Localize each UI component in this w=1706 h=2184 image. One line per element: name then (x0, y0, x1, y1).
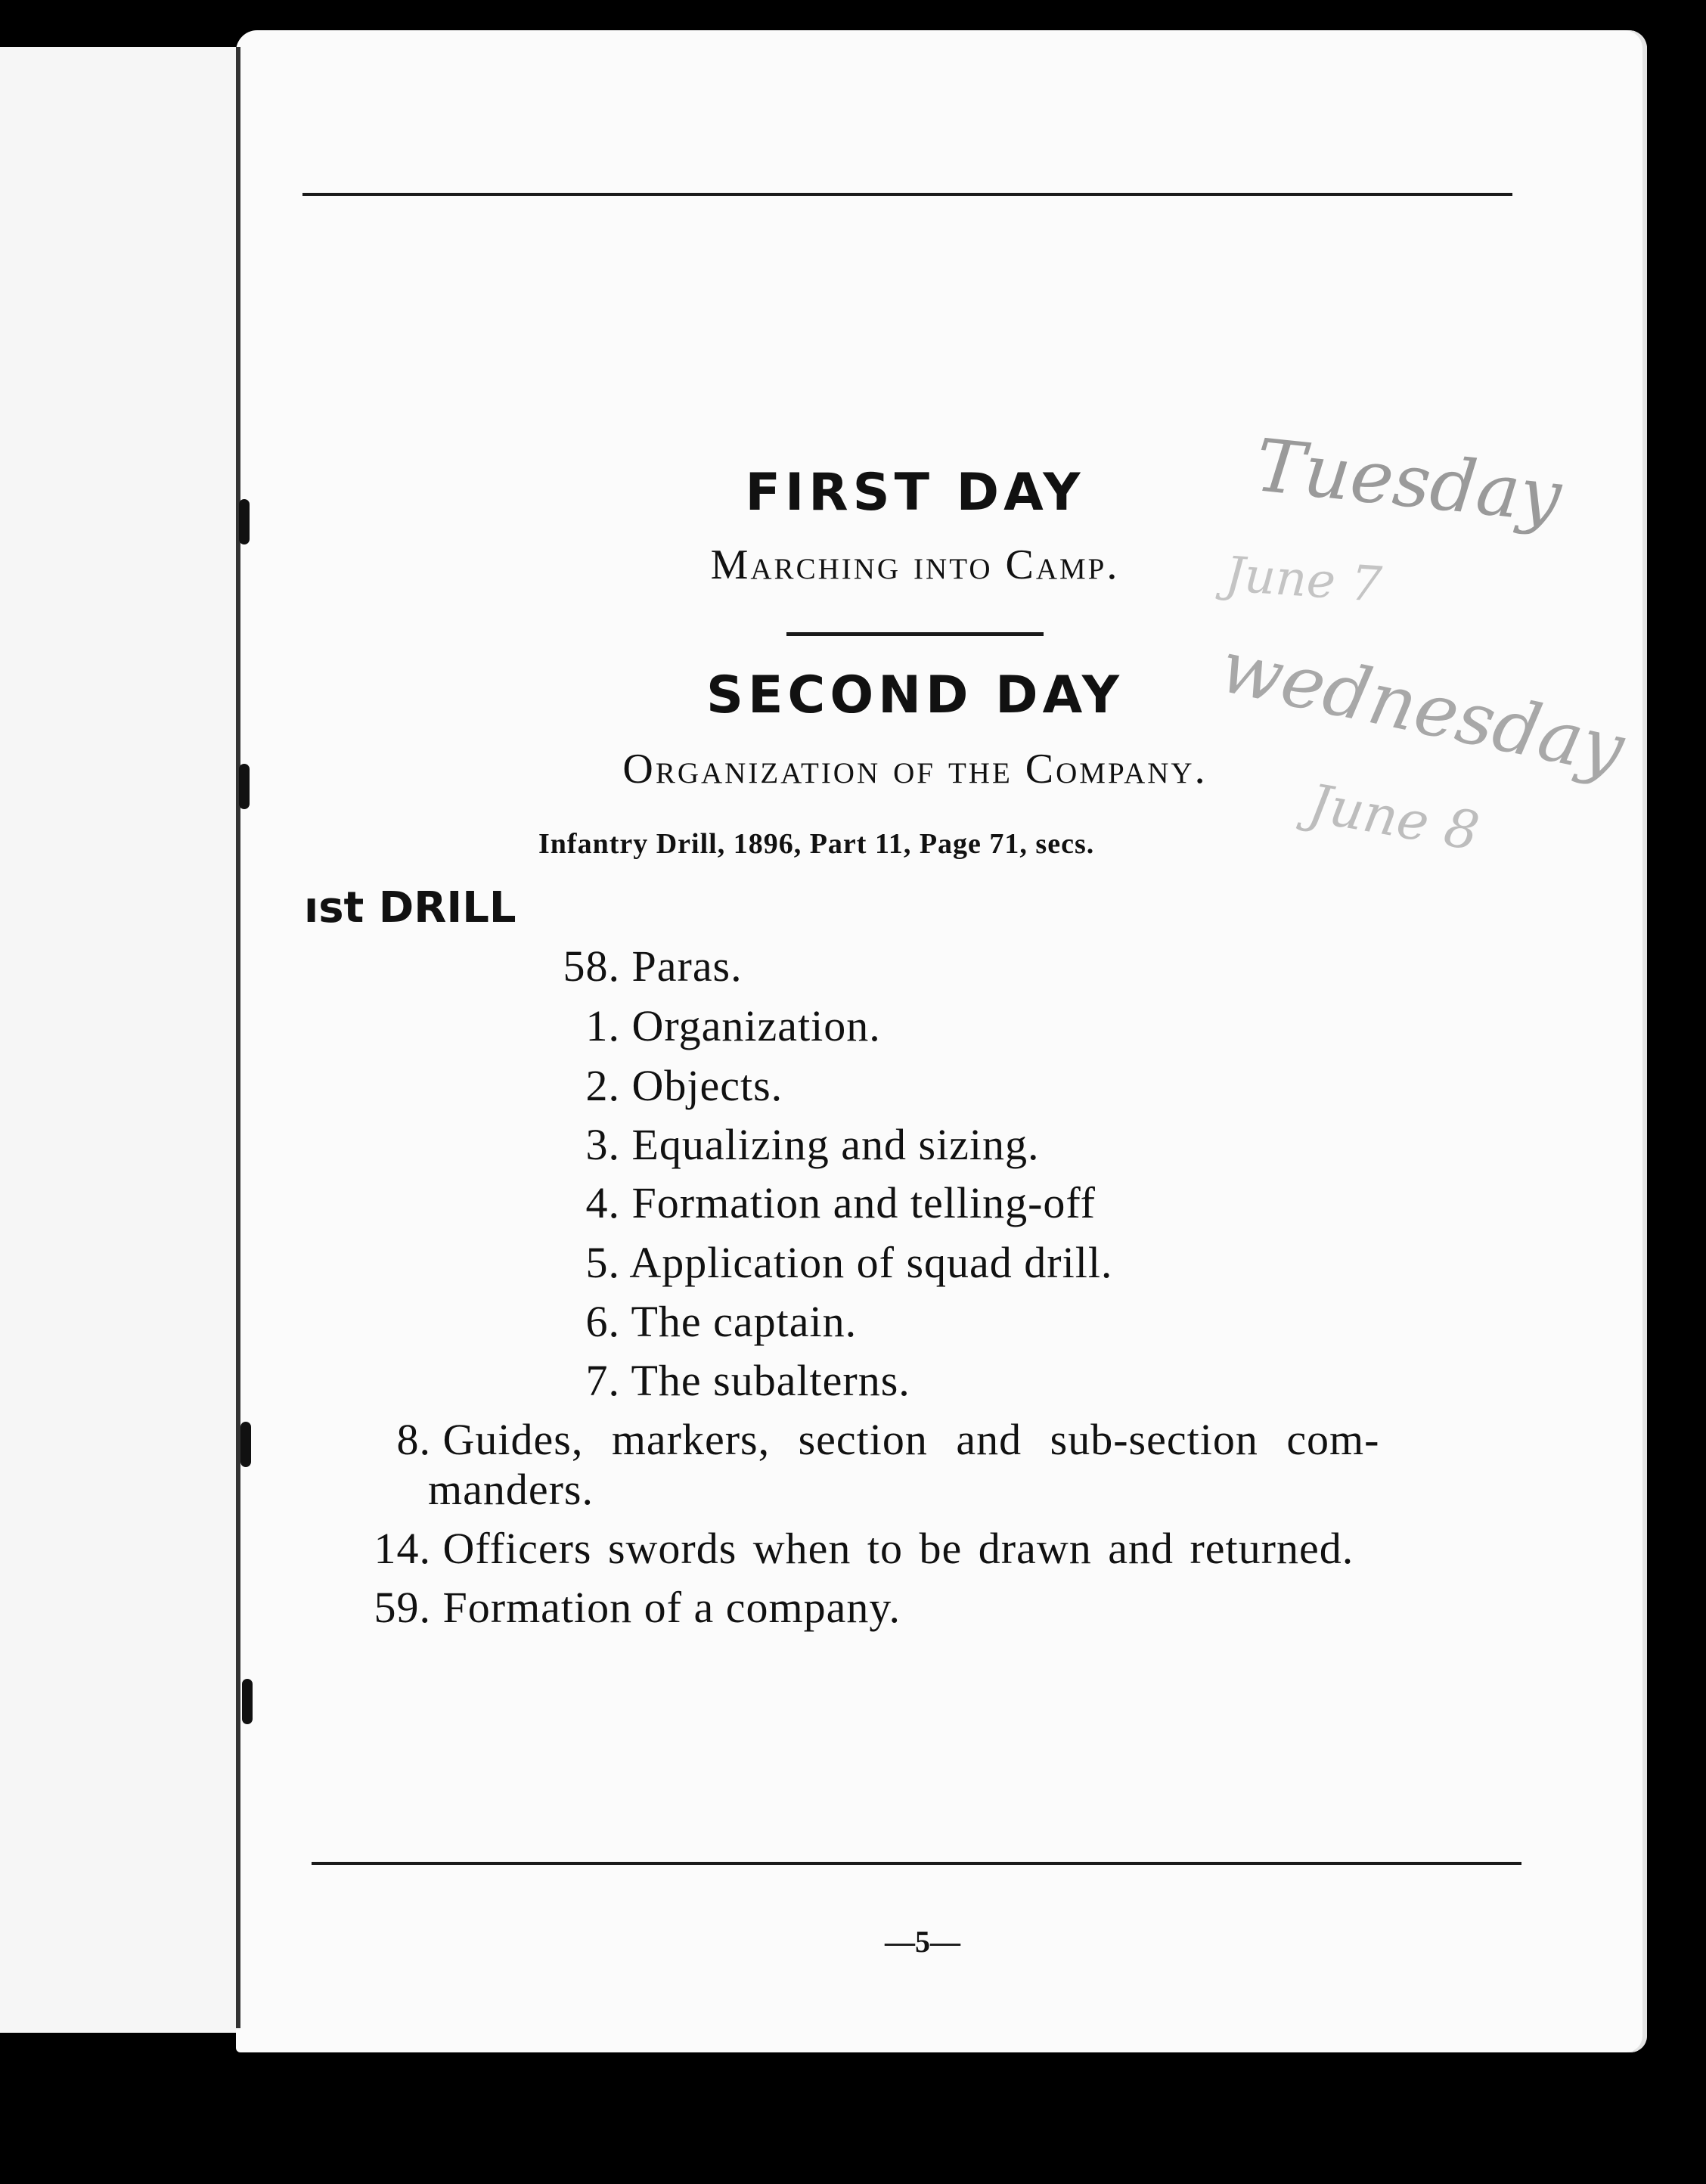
item-number: 3. (585, 1120, 620, 1169)
list-item (529, 1000, 881, 1051)
list-item (529, 1296, 857, 1347)
item-text: Objects. (631, 1061, 783, 1110)
item-text: The captain. (631, 1297, 858, 1346)
item-text: The subalterns. (631, 1356, 910, 1405)
handwritten-note-tuesday: Tuesday (1252, 423, 1565, 539)
top-rule (302, 193, 1512, 196)
item-number: 58. (563, 942, 620, 991)
list-item (529, 1177, 1096, 1228)
item-text: Formation and telling-off (631, 1178, 1096, 1227)
item-number: 5. (585, 1238, 620, 1287)
item-text: Guides, markers, section and sub-section com- (442, 1415, 1380, 1464)
item-number: 8. (396, 1415, 431, 1464)
list-item (529, 1060, 783, 1111)
drill-label: ıst DRILL (304, 883, 516, 932)
first-day-subtitle: Marching into Camp. (710, 541, 1120, 588)
left-page-edge (0, 47, 258, 2033)
binding-mark-2 (239, 764, 250, 809)
item-text: Equalizing and sizing. (631, 1120, 1040, 1169)
item-number: 14. (374, 1524, 431, 1573)
list-item (355, 1523, 1354, 1574)
item-text: Formation of a company. (442, 1583, 901, 1632)
list-item (529, 941, 743, 991)
handwritten-note-june-7: June 7 (1223, 546, 1384, 614)
item-text: Officers swords when to be drawn and returned. (442, 1524, 1354, 1573)
item-text: Organization. (631, 1001, 881, 1050)
item-text: Application of squad drill. (629, 1238, 1113, 1287)
list-item (363, 1414, 1380, 1465)
item-number: 1. (585, 1001, 620, 1050)
bottom-rule (312, 1862, 1521, 1865)
handwritten-note-june-8: June 8 (1304, 771, 1484, 864)
list-item-continuation: manders. (428, 1465, 594, 1514)
page-spine (236, 47, 240, 2028)
binding-mark-4 (242, 1679, 253, 1724)
page-number: —5— (885, 1925, 960, 1959)
binding-mark-3 (240, 1422, 251, 1467)
second-day-subtitle: Organization of the Company. (622, 746, 1208, 793)
page (236, 30, 1647, 2052)
item-number: 59. (374, 1583, 431, 1632)
list-item (529, 1119, 1040, 1170)
list-item (355, 1582, 901, 1633)
second-day-heading: SECOND DAY (706, 665, 1124, 725)
section-divider (786, 632, 1044, 636)
list-item (529, 1237, 1112, 1288)
drill-reference: Infantry Drill, 1896, Part 11, Page 71, secs. (538, 828, 1095, 860)
handwritten-note-wednesday: wednesday (1213, 623, 1631, 793)
item-number: 6. (585, 1297, 620, 1346)
item-number: 7. (585, 1356, 620, 1405)
item-text: Paras. (631, 942, 743, 991)
item-number: 4. (585, 1178, 620, 1227)
binding-mark-1 (239, 499, 250, 544)
list-item (529, 1355, 910, 1406)
item-number: 2. (585, 1061, 620, 1110)
first-day-heading: FIRST DAY (745, 463, 1085, 523)
